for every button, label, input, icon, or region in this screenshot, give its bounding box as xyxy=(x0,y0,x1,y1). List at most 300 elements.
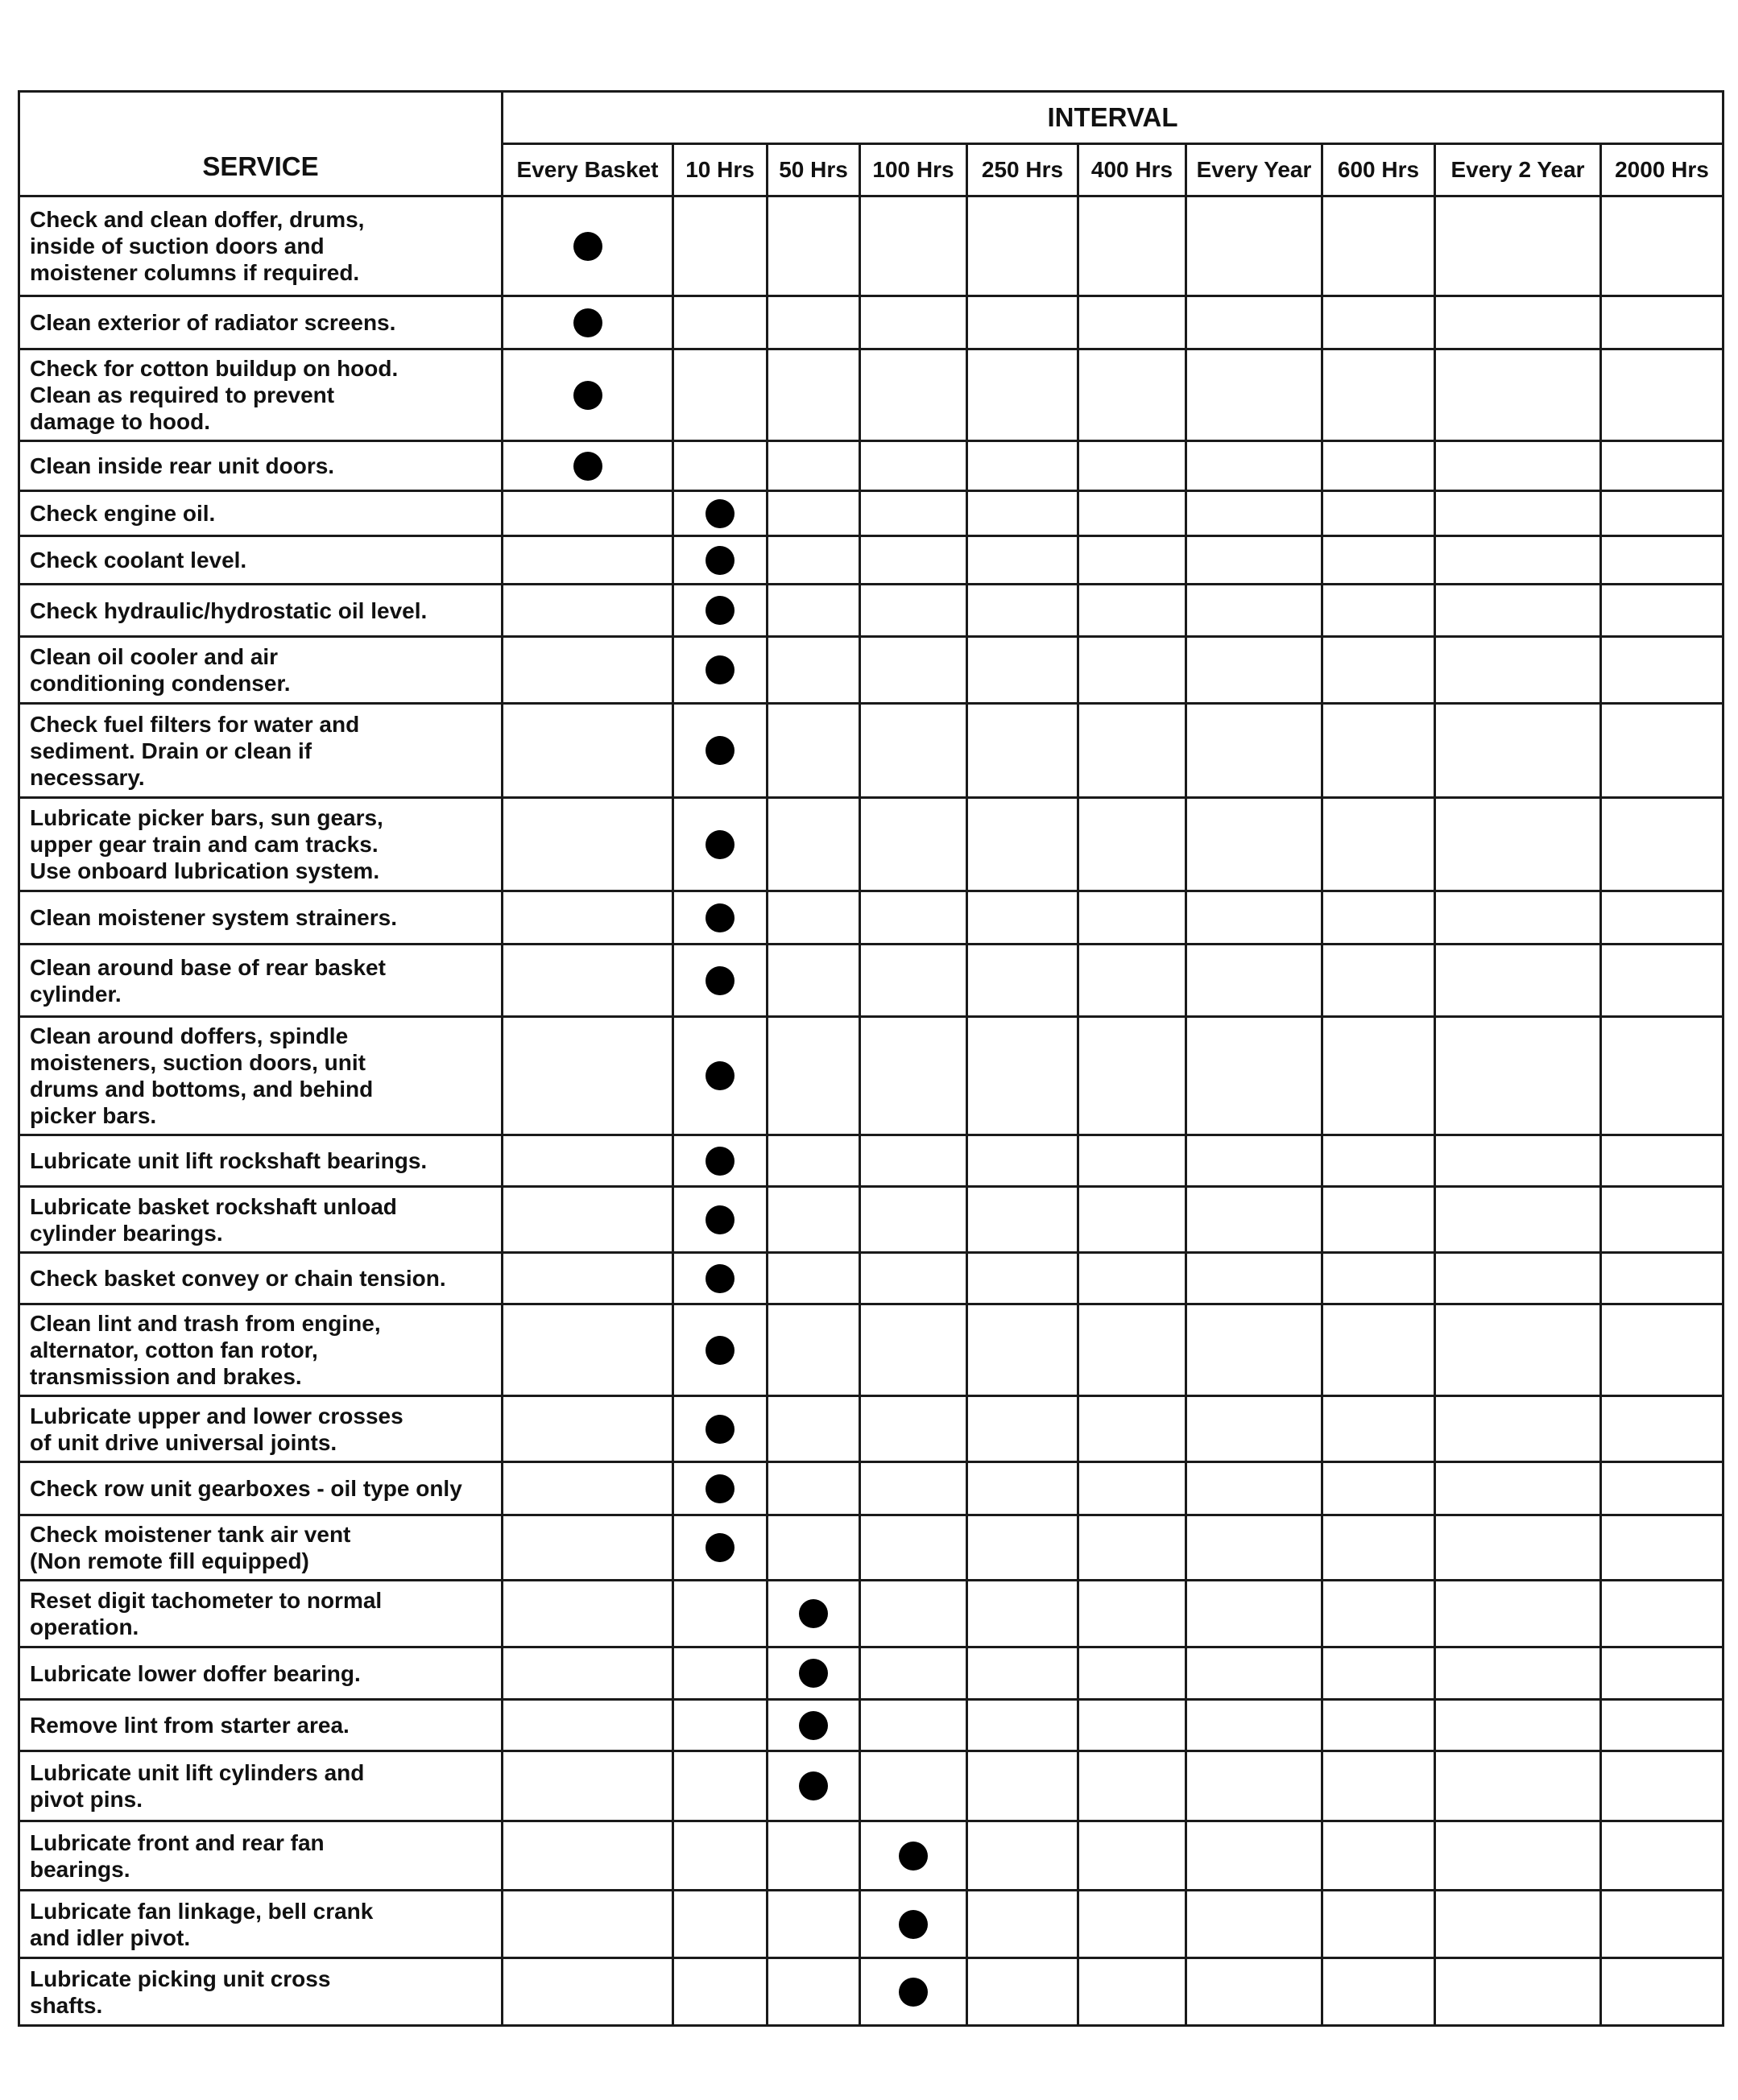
table-row xyxy=(19,1253,1724,1304)
interval-cell xyxy=(673,704,768,798)
table-row xyxy=(19,296,1724,349)
interval-column-header: Every 2 Year xyxy=(1435,144,1601,196)
service-description: Check hydraulic/hydrostatic oil level. xyxy=(19,585,503,637)
interval-cell xyxy=(967,1187,1078,1253)
service-description: Check engine oil. xyxy=(19,491,503,536)
interval-cell xyxy=(967,1462,1078,1515)
interval-cell xyxy=(768,536,860,585)
service-description: Check coolant level. xyxy=(19,536,503,585)
service-description: Check and clean doffer, drums, inside of suction doors and moistener columns if required. xyxy=(19,196,503,296)
interval-cell xyxy=(1435,1396,1601,1462)
service-marker-dot xyxy=(706,1061,735,1090)
interval-cell xyxy=(1078,704,1186,798)
table-row xyxy=(19,945,1724,1017)
table-row xyxy=(19,349,1724,441)
interval-cell xyxy=(1435,296,1601,349)
interval-cell xyxy=(1601,1017,1724,1135)
table-row xyxy=(19,196,1724,296)
interval-cell xyxy=(1078,1647,1186,1700)
interval-cell xyxy=(1322,637,1435,704)
interval-cell xyxy=(860,798,967,891)
interval-cell xyxy=(1186,1304,1322,1396)
service-description: Reset digit tachometer to normal operation. xyxy=(19,1581,503,1647)
interval-cell xyxy=(1435,637,1601,704)
interval-cell xyxy=(967,1253,1078,1304)
interval-cell xyxy=(503,491,673,536)
service-marker-dot xyxy=(706,903,735,932)
interval-cell xyxy=(1186,1135,1322,1187)
table-row xyxy=(19,1700,1724,1751)
interval-cell xyxy=(673,1700,768,1751)
service-description: Check fuel filters for water and sediment. Drain or clean if necessary. xyxy=(19,704,503,798)
interval-cell xyxy=(1078,798,1186,891)
interval-cell xyxy=(673,1396,768,1462)
service-description: Lubricate unit lift rockshaft bearings. xyxy=(19,1135,503,1187)
interval-cell xyxy=(1078,1017,1186,1135)
interval-cell xyxy=(967,1821,1078,1891)
table-row xyxy=(19,1958,1724,2026)
service-marker-dot xyxy=(706,499,735,528)
service-marker-dot xyxy=(799,1599,828,1628)
interval-cell xyxy=(1435,891,1601,945)
interval-cell xyxy=(673,945,768,1017)
interval-cell xyxy=(1078,196,1186,296)
service-description: Lubricate basket rockshaft unload cylinder bearings. xyxy=(19,1187,503,1253)
interval-cell xyxy=(860,1187,967,1253)
interval-cell xyxy=(860,196,967,296)
interval-cell xyxy=(1322,491,1435,536)
interval-cell xyxy=(967,1581,1078,1647)
interval-cell xyxy=(1078,1515,1186,1581)
interval-cell xyxy=(673,1187,768,1253)
interval-cell xyxy=(503,296,673,349)
service-description: Check moistener tank air vent (Non remote fill equipped) xyxy=(19,1515,503,1581)
interval-cell xyxy=(1322,1581,1435,1647)
interval-cell xyxy=(1078,1700,1186,1751)
interval-cell xyxy=(503,1017,673,1135)
service-marker-dot xyxy=(706,1147,735,1176)
interval-cell xyxy=(1186,704,1322,798)
interval-cell xyxy=(1435,1187,1601,1253)
interval-cell xyxy=(503,585,673,637)
interval-cell xyxy=(1601,349,1724,441)
interval-cell xyxy=(1435,1017,1601,1135)
table-row xyxy=(19,585,1724,637)
interval-cell xyxy=(1322,891,1435,945)
service-marker-dot xyxy=(706,736,735,765)
interval-cell xyxy=(768,1462,860,1515)
interval-cell xyxy=(768,441,860,491)
interval-cell xyxy=(768,637,860,704)
interval-cell xyxy=(673,491,768,536)
interval-cell xyxy=(768,1017,860,1135)
table-row xyxy=(19,1135,1724,1187)
interval-cell xyxy=(860,536,967,585)
interval-cell xyxy=(1322,1017,1435,1135)
interval-cell xyxy=(1435,536,1601,585)
interval-cell xyxy=(768,491,860,536)
service-marker-dot xyxy=(899,1842,928,1871)
interval-cell xyxy=(860,1017,967,1135)
interval-cell xyxy=(503,349,673,441)
service-marker-dot xyxy=(573,381,602,410)
interval-cell xyxy=(1601,945,1724,1017)
interval-cell xyxy=(967,585,1078,637)
table-row xyxy=(19,1304,1724,1396)
service-description: Clean moistener system strainers. xyxy=(19,891,503,945)
interval-cell xyxy=(1186,1751,1322,1821)
interval-cell xyxy=(967,704,1078,798)
interval-cell xyxy=(503,1304,673,1396)
table-row xyxy=(19,441,1724,491)
interval-cell xyxy=(768,1187,860,1253)
interval-cell xyxy=(1186,1187,1322,1253)
service-description: Clean around doffers, spindle moisteners, suction doors, unit drums and bottoms, and behind picker bars. xyxy=(19,1017,503,1135)
interval-cell xyxy=(1601,585,1724,637)
interval-cell xyxy=(1601,491,1724,536)
service-marker-dot xyxy=(706,1336,735,1365)
interval-cell xyxy=(503,441,673,491)
interval-column-header: Every Year xyxy=(1186,144,1322,196)
interval-cell xyxy=(1601,1462,1724,1515)
interval-cell xyxy=(503,1647,673,1700)
interval-cell xyxy=(1601,891,1724,945)
interval-cell xyxy=(1186,349,1322,441)
interval-cell xyxy=(503,196,673,296)
interval-cell xyxy=(1322,798,1435,891)
interval-cell xyxy=(1322,945,1435,1017)
interval-cell xyxy=(1186,1700,1322,1751)
interval-cell xyxy=(1435,1462,1601,1515)
interval-cell xyxy=(1186,296,1322,349)
interval-cell xyxy=(1435,1135,1601,1187)
interval-cell xyxy=(503,1187,673,1253)
table-row xyxy=(19,1187,1724,1253)
interval-cell xyxy=(860,1700,967,1751)
table-row xyxy=(19,1396,1724,1462)
interval-cell xyxy=(1186,491,1322,536)
interval-cell xyxy=(1435,798,1601,891)
interval-cell xyxy=(1078,1304,1186,1396)
interval-cell xyxy=(1601,1958,1724,2026)
interval-cell xyxy=(860,945,967,1017)
interval-cell xyxy=(1186,536,1322,585)
interval-cell xyxy=(1435,441,1601,491)
service-description: Lubricate unit lift cylinders and pivot pins. xyxy=(19,1751,503,1821)
interval-cell xyxy=(1186,1253,1322,1304)
interval-cell xyxy=(673,1751,768,1821)
interval-cell xyxy=(1322,1396,1435,1462)
table-row xyxy=(19,1891,1724,1958)
interval-cell xyxy=(967,637,1078,704)
service-header: SERVICE xyxy=(202,151,319,181)
interval-cell xyxy=(1601,1821,1724,1891)
interval-cell xyxy=(1186,1017,1322,1135)
service-description: Lubricate front and rear fan bearings. xyxy=(19,1821,503,1891)
interval-cell xyxy=(673,637,768,704)
interval-cell xyxy=(860,637,967,704)
service-marker-dot xyxy=(706,1474,735,1503)
table-row xyxy=(19,1647,1724,1700)
service-description: Lubricate picking unit cross shafts. xyxy=(19,1958,503,2026)
interval-cell xyxy=(1322,704,1435,798)
interval-cell xyxy=(1186,891,1322,945)
interval-cell xyxy=(1435,1700,1601,1751)
service-marker-dot xyxy=(706,830,735,859)
interval-cell xyxy=(1435,491,1601,536)
interval-cell xyxy=(768,1135,860,1187)
service-description: Check row unit gearboxes - oil type only xyxy=(19,1462,503,1515)
interval-cell xyxy=(768,798,860,891)
interval-cell xyxy=(673,196,768,296)
interval-column-header: Every Basket xyxy=(503,144,673,196)
interval-cell xyxy=(673,1253,768,1304)
interval-cell xyxy=(860,1462,967,1515)
interval-column-header: 10 Hrs xyxy=(673,144,768,196)
interval-cell xyxy=(1435,1304,1601,1396)
interval-cell xyxy=(1435,196,1601,296)
interval-cell xyxy=(967,441,1078,491)
table-row xyxy=(19,1581,1724,1647)
interval-cell xyxy=(503,1253,673,1304)
table-row xyxy=(19,798,1724,891)
interval-cell xyxy=(967,1017,1078,1135)
interval-cell xyxy=(1078,1581,1186,1647)
service-marker-dot xyxy=(706,546,735,575)
interval-cell xyxy=(860,1751,967,1821)
interval-cell xyxy=(1601,1396,1724,1462)
interval-cell xyxy=(1322,441,1435,491)
service-description: Check basket convey or chain tension. xyxy=(19,1253,503,1304)
table-row xyxy=(19,704,1724,798)
service-marker-dot xyxy=(706,1205,735,1234)
interval-column-header: 600 Hrs xyxy=(1322,144,1435,196)
interval-cell xyxy=(1435,349,1601,441)
interval-cell xyxy=(967,1647,1078,1700)
interval-cell xyxy=(860,704,967,798)
table-row xyxy=(19,1462,1724,1515)
interval-cell xyxy=(967,296,1078,349)
interval-cell xyxy=(768,1253,860,1304)
service-description: Remove lint from starter area. xyxy=(19,1700,503,1751)
interval-cell xyxy=(1435,1891,1601,1958)
interval-cell xyxy=(1435,1647,1601,1700)
table-row xyxy=(19,1515,1724,1581)
interval-cell xyxy=(673,1821,768,1891)
interval-cell xyxy=(860,1515,967,1581)
interval-cell xyxy=(673,441,768,491)
service-marker-dot xyxy=(573,308,602,337)
interval-cell xyxy=(768,296,860,349)
service-marker-dot xyxy=(799,1711,828,1740)
service-interval-table xyxy=(18,90,1724,2027)
service-description: Clean lint and trash from engine, alternator, cotton fan rotor, transmission and brakes. xyxy=(19,1304,503,1396)
interval-cell xyxy=(503,1396,673,1462)
interval-cell xyxy=(673,536,768,585)
interval-cell xyxy=(860,1958,967,2026)
service-marker-dot xyxy=(706,655,735,684)
interval-cell xyxy=(673,1958,768,2026)
interval-column-header: 400 Hrs xyxy=(1078,144,1186,196)
interval-cell xyxy=(1078,585,1186,637)
interval-cell xyxy=(967,1304,1078,1396)
interval-cell xyxy=(503,1891,673,1958)
interval-cell xyxy=(1186,798,1322,891)
interval-cell xyxy=(1601,1253,1724,1304)
interval-cell xyxy=(1601,196,1724,296)
interval-cell xyxy=(1078,1462,1186,1515)
interval-cell xyxy=(967,945,1078,1017)
interval-cell xyxy=(768,585,860,637)
interval-cell xyxy=(1322,1187,1435,1253)
table-row xyxy=(19,491,1724,536)
service-description: Lubricate picker bars, sun gears, upper gear train and cam tracks. Use onboard lubrication system. xyxy=(19,798,503,891)
interval-cell xyxy=(1078,491,1186,536)
table-row xyxy=(19,536,1724,585)
interval-cell xyxy=(1601,1515,1724,1581)
service-header-cell xyxy=(19,92,503,196)
interval-cell xyxy=(1186,1958,1322,2026)
interval-cell xyxy=(1601,637,1724,704)
service-description: Clean around base of rear basket cylinder. xyxy=(19,945,503,1017)
interval-cell xyxy=(860,1647,967,1700)
interval-cell xyxy=(1186,1581,1322,1647)
interval-cell xyxy=(967,891,1078,945)
service-description: Lubricate lower doffer bearing. xyxy=(19,1647,503,1700)
interval-cell xyxy=(860,585,967,637)
table-body xyxy=(19,196,1724,2026)
interval-cell xyxy=(768,1581,860,1647)
interval-cell xyxy=(967,349,1078,441)
interval-cell xyxy=(1322,1958,1435,2026)
interval-cell xyxy=(768,1515,860,1581)
interval-cell xyxy=(1078,1187,1186,1253)
interval-cell xyxy=(1601,798,1724,891)
interval-cell xyxy=(1601,1581,1724,1647)
interval-cell xyxy=(1186,945,1322,1017)
interval-cell xyxy=(1078,1253,1186,1304)
interval-cell xyxy=(1601,536,1724,585)
interval-cell xyxy=(1186,196,1322,296)
interval-cell xyxy=(673,1304,768,1396)
interval-cell xyxy=(1601,441,1724,491)
interval-cell xyxy=(673,891,768,945)
interval-cell xyxy=(503,891,673,945)
interval-cell xyxy=(1186,1821,1322,1891)
interval-cell xyxy=(1322,1821,1435,1891)
interval-cell xyxy=(768,1396,860,1462)
interval-cell xyxy=(768,891,860,945)
interval-cell xyxy=(673,1462,768,1515)
interval-cell xyxy=(1322,1647,1435,1700)
table-row xyxy=(19,637,1724,704)
interval-cell xyxy=(1322,196,1435,296)
interval-cell xyxy=(1078,891,1186,945)
interval-cell xyxy=(1322,296,1435,349)
interval-cell xyxy=(860,891,967,945)
interval-cell xyxy=(768,1751,860,1821)
interval-cell xyxy=(1186,637,1322,704)
interval-cell xyxy=(1601,1700,1724,1751)
table-row xyxy=(19,1751,1724,1821)
service-description: Clean exterior of radiator screens. xyxy=(19,296,503,349)
interval-cell xyxy=(768,945,860,1017)
service-marker-dot xyxy=(706,966,735,995)
interval-cell xyxy=(1601,1304,1724,1396)
interval-cell xyxy=(1322,585,1435,637)
interval-cell xyxy=(967,798,1078,891)
interval-cell xyxy=(503,798,673,891)
interval-cell xyxy=(967,491,1078,536)
interval-cell xyxy=(1435,1821,1601,1891)
interval-cell xyxy=(860,1135,967,1187)
interval-cell xyxy=(1322,1135,1435,1187)
interval-cell xyxy=(673,1017,768,1135)
interval-cell xyxy=(673,1891,768,1958)
table-row xyxy=(19,1017,1724,1135)
interval-cell xyxy=(1435,585,1601,637)
interval-cell xyxy=(967,1891,1078,1958)
interval-cell xyxy=(860,491,967,536)
service-marker-dot xyxy=(573,232,602,261)
interval-cell xyxy=(1078,637,1186,704)
interval-cell xyxy=(503,536,673,585)
interval-cell xyxy=(768,349,860,441)
interval-cell xyxy=(860,1396,967,1462)
service-marker-dot xyxy=(899,1978,928,2007)
interval-cell xyxy=(768,1647,860,1700)
interval-cell xyxy=(1078,296,1186,349)
interval-cell xyxy=(1186,441,1322,491)
interval-cell xyxy=(1078,1891,1186,1958)
interval-cell xyxy=(967,196,1078,296)
interval-cell xyxy=(1322,1751,1435,1821)
table-row xyxy=(19,1821,1724,1891)
interval-cell xyxy=(673,349,768,441)
interval-cell xyxy=(860,1891,967,1958)
interval-cell xyxy=(967,1396,1078,1462)
interval-cell xyxy=(1601,704,1724,798)
interval-cell xyxy=(1078,1751,1186,1821)
interval-cell xyxy=(768,1891,860,1958)
interval-cell xyxy=(967,1958,1078,2026)
interval-cell xyxy=(967,1751,1078,1821)
interval-cell xyxy=(1186,1462,1322,1515)
interval-cell xyxy=(1322,1700,1435,1751)
interval-cell xyxy=(768,196,860,296)
interval-cell xyxy=(1435,1581,1601,1647)
interval-cell xyxy=(1322,1253,1435,1304)
interval-cell xyxy=(1078,441,1186,491)
interval-cell xyxy=(1186,585,1322,637)
interval-cell xyxy=(1601,1135,1724,1187)
service-marker-dot xyxy=(706,1533,735,1562)
interval-cell xyxy=(1322,1462,1435,1515)
interval-cell xyxy=(1078,536,1186,585)
interval-cell xyxy=(1186,1515,1322,1581)
interval-cell xyxy=(503,1135,673,1187)
interval-cell xyxy=(1078,1821,1186,1891)
interval-cell xyxy=(860,1821,967,1891)
interval-cell xyxy=(1435,1515,1601,1581)
interval-cell xyxy=(673,296,768,349)
service-description: Lubricate fan linkage, bell crank and idler pivot. xyxy=(19,1891,503,1958)
interval-cell xyxy=(967,1135,1078,1187)
interval-cell xyxy=(768,1700,860,1751)
interval-cell xyxy=(673,798,768,891)
interval-column-header: 100 Hrs xyxy=(860,144,967,196)
interval-cell xyxy=(673,1647,768,1700)
